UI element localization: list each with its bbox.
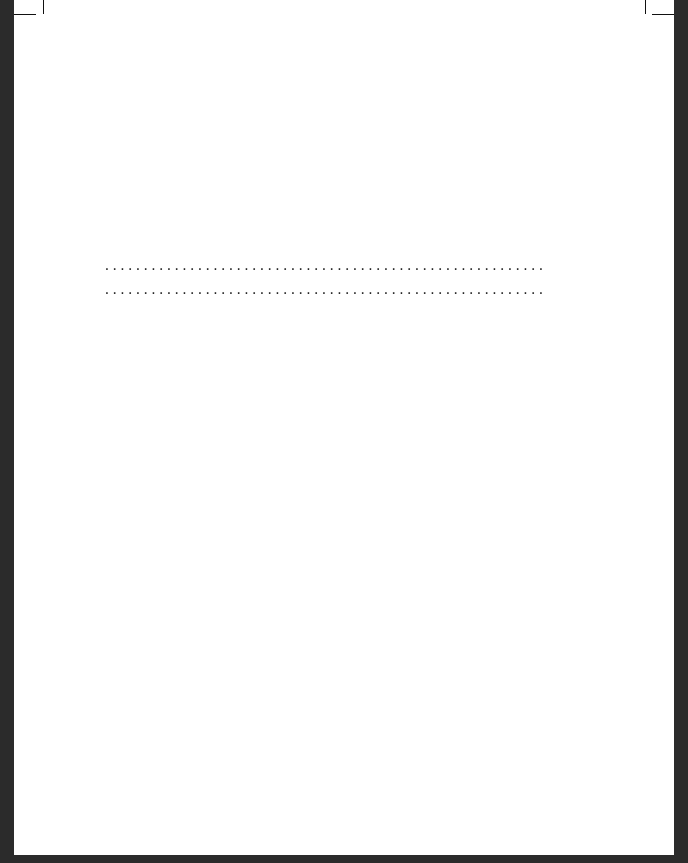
leader-dots <box>105 257 545 275</box>
toc-entry-front <box>100 257 550 279</box>
crop-mark <box>645 0 646 14</box>
leader-dots <box>105 281 545 299</box>
toc-entry-front <box>100 281 550 303</box>
document-page <box>14 0 674 855</box>
crop-mark <box>14 14 36 15</box>
crop-mark <box>43 0 44 14</box>
crop-mark <box>652 14 674 15</box>
